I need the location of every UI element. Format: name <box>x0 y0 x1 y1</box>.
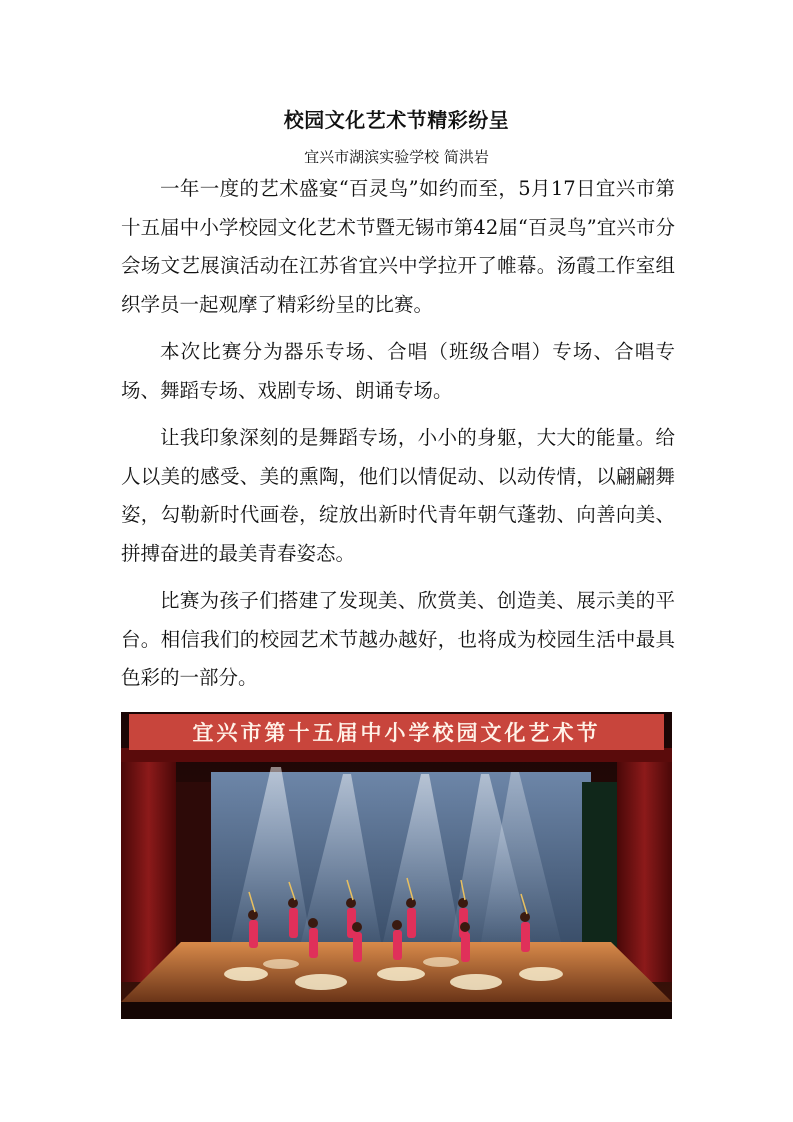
curtain-left <box>121 752 176 982</box>
stage-photo <box>121 712 672 1019</box>
author-line: 宜兴市湖滨实验学校 简洪岩 <box>304 148 489 166</box>
stage-photo-illustration <box>121 712 672 1019</box>
paragraph-2: 本次比赛分为器乐专场、合唱（班级合唱）专场、合唱专场、舞蹈专场、戏剧专场、朗诵专场。 <box>121 340 675 402</box>
article-body <box>121 170 675 707</box>
article-title: 校园文化艺术节精彩纷呈 <box>283 108 510 132</box>
paragraph-4: 比赛为孩子们搭建了发现美、欣赏美、创造美、展示美的平台。相信我们的校园艺术节越办越好，也将成为校园生活中最具色彩的一部分。 <box>121 589 675 689</box>
paragraph-3: 让我印象深刻的是舞蹈专场，小小的身躯，大大的能量。给人以美的感受、美的熏陶，他们以情促动、以动传情，以翩翩舞姿，勾勒新时代画卷，绽放出新时代青年朝气蓬勃、向善向美、拼搏奋进的最美青春姿态。 <box>121 426 675 565</box>
paragraph-1: 一年一度的艺术盛宴“百灵鸟”如约而至，5月17日宜兴市第十五届中小学校园文化艺术节暨无锡市第42届“百灵鸟”宜兴市分会场文艺展演活动在江苏省宜兴中学拉开了帷幕。汤霞工作室组织学员一起观摩了精彩纷呈的比赛。 <box>121 177 675 316</box>
curtain-right <box>617 752 672 982</box>
banner-text: 宜兴市第十五届中小学校园文化艺术节 <box>192 721 601 745</box>
